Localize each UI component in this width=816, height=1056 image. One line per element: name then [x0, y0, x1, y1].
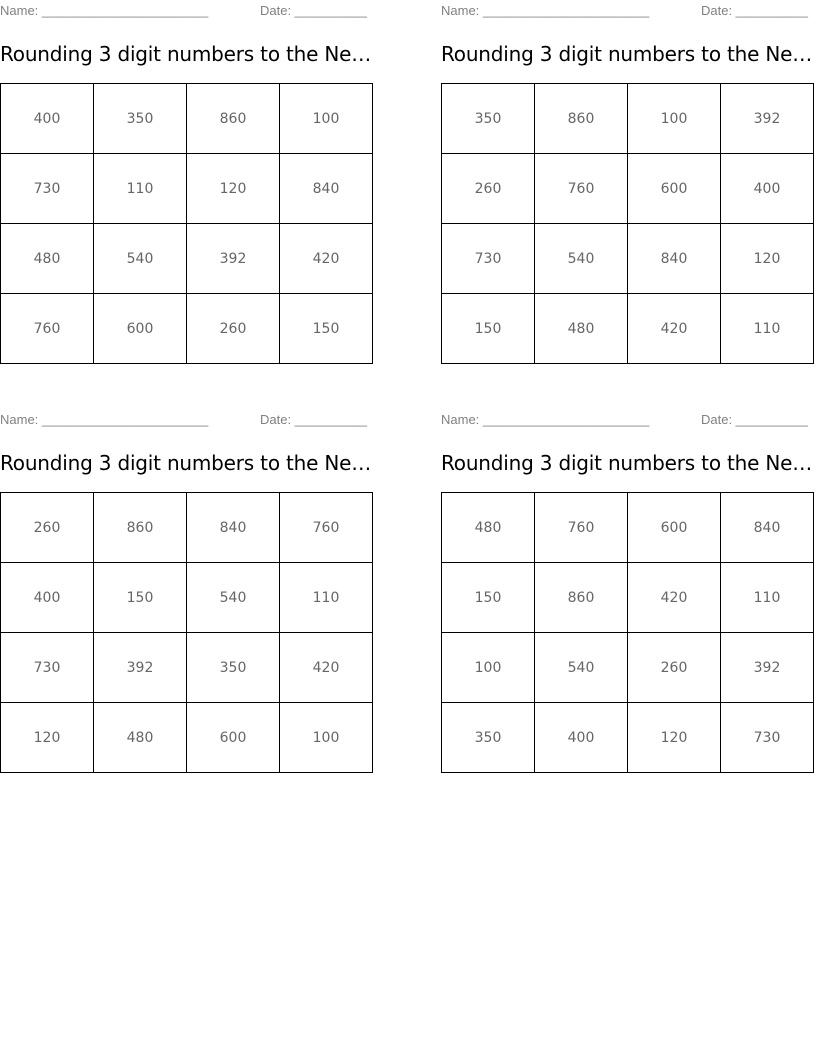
- grid-cell: 150: [280, 294, 373, 364]
- grid-cell: 392: [721, 633, 814, 703]
- grid-cell: 392: [187, 224, 280, 294]
- header-line: [441, 3, 816, 19]
- grid-cell: 480: [1, 224, 94, 294]
- name-field: Name: _______________________: [441, 3, 650, 18]
- grid-cell: 600: [628, 154, 721, 224]
- grid-cell: 260: [1, 493, 94, 563]
- grid-cell: 730: [1, 154, 94, 224]
- grid-cell: 110: [280, 563, 373, 633]
- grid-cell: 150: [442, 294, 535, 364]
- grid-row: [442, 703, 814, 773]
- grid-cell: 392: [721, 84, 814, 154]
- grid-cell: 350: [442, 703, 535, 773]
- worksheet-title: Rounding 3 digit numbers to the Ne…: [0, 42, 372, 66]
- header-line: [0, 3, 376, 19]
- grid-cell: 600: [628, 493, 721, 563]
- grid-cell: 260: [442, 154, 535, 224]
- grid-row: [1, 224, 373, 294]
- grid-cell: 860: [535, 84, 628, 154]
- grid-cell: 840: [187, 493, 280, 563]
- name-field: Name: _______________________: [0, 412, 209, 427]
- grid-cell: 260: [628, 633, 721, 703]
- grid-cell: 760: [280, 493, 373, 563]
- grid-row: [442, 154, 814, 224]
- grid-cell: 480: [442, 493, 535, 563]
- grid-row: [442, 294, 814, 364]
- grid-cell: 100: [442, 633, 535, 703]
- grid-cell: 100: [628, 84, 721, 154]
- worksheet-title: Rounding 3 digit numbers to the Ne…: [441, 451, 813, 475]
- grid-row: [1, 294, 373, 364]
- grid-cell: 600: [187, 703, 280, 773]
- grid-cell: 540: [94, 224, 187, 294]
- grid-row: [442, 493, 814, 563]
- grid-cell: 840: [628, 224, 721, 294]
- grid-cell: 100: [280, 703, 373, 773]
- grid-cell: 480: [535, 294, 628, 364]
- grid-cell: 760: [1, 294, 94, 364]
- grid-cell: 760: [535, 154, 628, 224]
- grid-row: [442, 224, 814, 294]
- number-grid: [0, 492, 373, 773]
- grid-cell: 760: [535, 493, 628, 563]
- grid-cell: 150: [442, 563, 535, 633]
- grid-cell: 540: [535, 633, 628, 703]
- name-field: Name: _______________________: [441, 412, 650, 427]
- grid-cell: 600: [94, 294, 187, 364]
- grid-cell: 150: [94, 563, 187, 633]
- grid-cell: 110: [94, 154, 187, 224]
- number-grid: [0, 83, 373, 364]
- grid-cell: 840: [721, 493, 814, 563]
- grid-cell: 350: [94, 84, 187, 154]
- grid-cell: 420: [280, 224, 373, 294]
- grid-cell: 120: [721, 224, 814, 294]
- grid-cell: 730: [442, 224, 535, 294]
- grid-cell: 540: [535, 224, 628, 294]
- grid-row: [1, 154, 373, 224]
- grid-cell: 730: [721, 703, 814, 773]
- grid-cell: 860: [535, 563, 628, 633]
- header-line: [441, 412, 816, 428]
- grid-cell: 400: [721, 154, 814, 224]
- date-field: Date: __________: [701, 412, 808, 427]
- grid-row: [1, 84, 373, 154]
- grid-row: [442, 633, 814, 703]
- grid-cell: 400: [1, 84, 94, 154]
- grid-cell: 420: [628, 563, 721, 633]
- grid-cell: 392: [94, 633, 187, 703]
- grid-cell: 860: [187, 84, 280, 154]
- number-grid: [441, 492, 814, 773]
- grid-row: [442, 563, 814, 633]
- grid-cell: 120: [187, 154, 280, 224]
- worksheet-title: Rounding 3 digit numbers to the Ne…: [441, 42, 813, 66]
- worksheet-title: Rounding 3 digit numbers to the Ne…: [0, 451, 372, 475]
- grid-cell: 420: [628, 294, 721, 364]
- name-field: Name: _______________________: [0, 3, 209, 18]
- grid-row: [442, 84, 814, 154]
- grid-cell: 260: [187, 294, 280, 364]
- header-line: [0, 412, 376, 428]
- number-grid: [441, 83, 814, 364]
- date-field: Date: __________: [260, 412, 367, 427]
- grid-cell: 110: [721, 563, 814, 633]
- grid-cell: 860: [94, 493, 187, 563]
- grid-cell: 840: [280, 154, 373, 224]
- grid-cell: 350: [187, 633, 280, 703]
- grid-cell: 400: [535, 703, 628, 773]
- grid-cell: 420: [280, 633, 373, 703]
- grid-cell: 110: [721, 294, 814, 364]
- grid-cell: 540: [187, 563, 280, 633]
- grid-row: [1, 633, 373, 703]
- grid-cell: 120: [628, 703, 721, 773]
- grid-cell: 100: [280, 84, 373, 154]
- grid-cell: 120: [1, 703, 94, 773]
- grid-cell: 350: [442, 84, 535, 154]
- grid-cell: 480: [94, 703, 187, 773]
- date-field: Date: __________: [260, 3, 367, 18]
- date-field: Date: __________: [701, 3, 808, 18]
- grid-row: [1, 493, 373, 563]
- grid-cell: 730: [1, 633, 94, 703]
- grid-cell: 400: [1, 563, 94, 633]
- grid-row: [1, 703, 373, 773]
- grid-row: [1, 563, 373, 633]
